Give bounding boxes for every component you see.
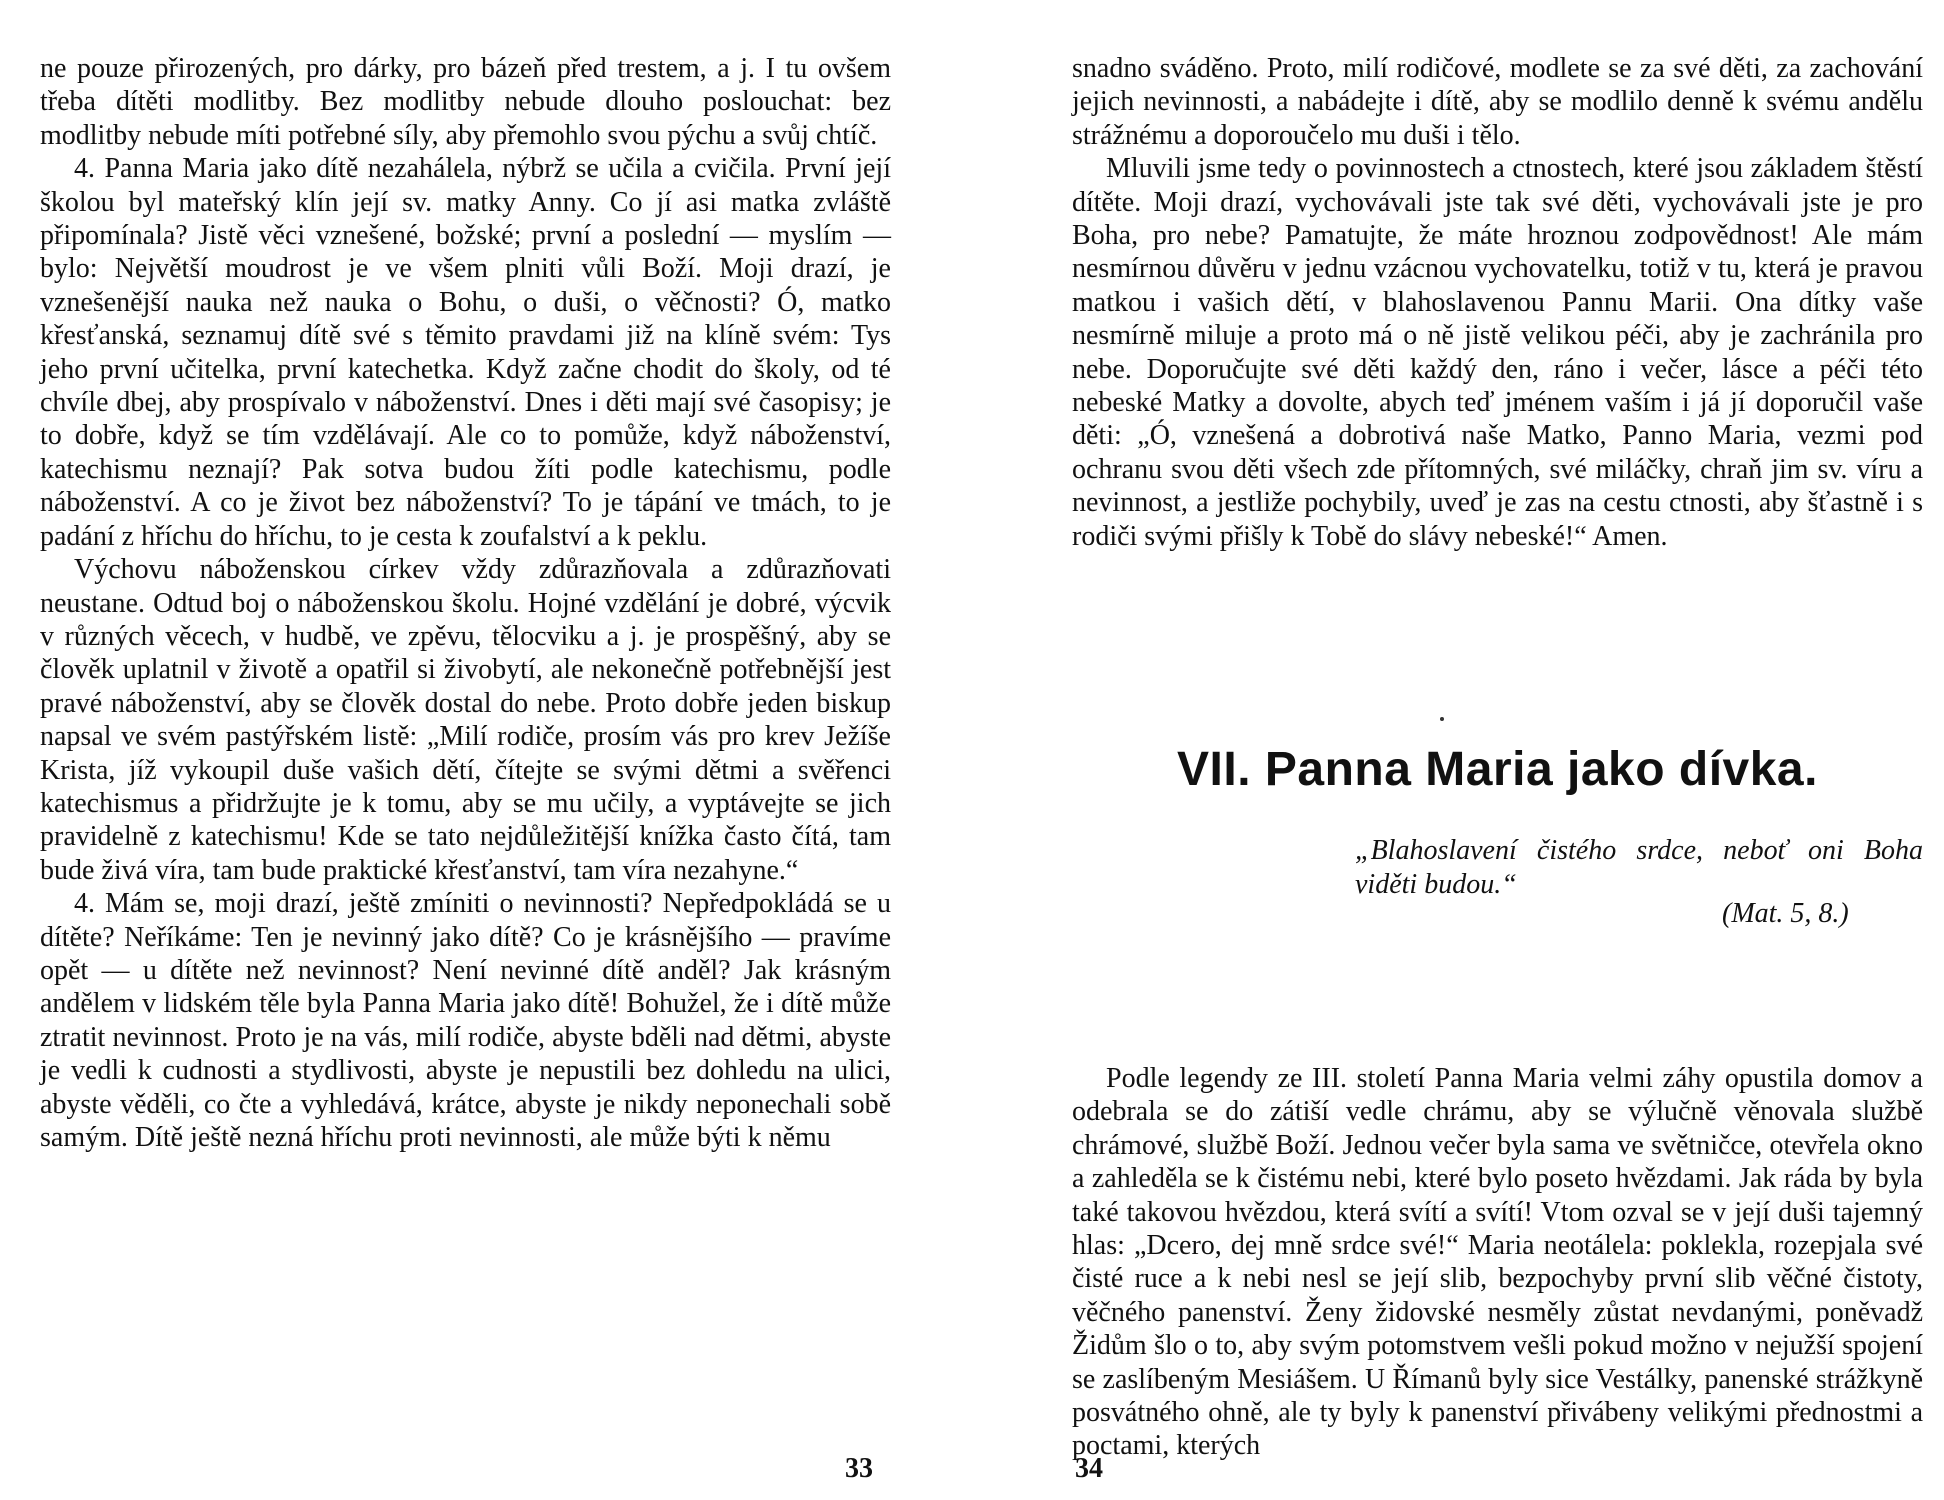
right-lower-text xyxy=(1072,1062,1923,1463)
chapter-motto: „Blahoslavení čistého srdce, neboť oni Boha viděti budou.“ xyxy=(1355,835,1923,900)
right-paragraph-3: Podle legendy ze III. století Panna Maria velmi záhy opustila domov a odebrala se do zátiší vedle chrámu, aby se výlučně věnovala službě chrámové, službě Boží. Jednou večer byla sama ve světničce, otevřela okno a zahleděla se k čistému nebi, které bylo poseto hvězdami. Jak ráda by byla také takovou hvězdou, která svítí a svítí! Vtom ozval se v její duši tajemný hlas: „Dcero, dej mně srdce své!“ Maria neotálela: poklekla, rozepjala své čisté ruce a k nebi nesl se její slib, bezpochyby první slib věčné čistoty, věčného panenství. Ženy židovské nesměly zůstat nevdanými, poněvadž Židům šlo o to, aby svým potomstvem vešli pokud možno v nejužší spojení se zaslíbeným Mesiášem. U Římanů byly sice Vestálky, panenské strážkyně posvátného ohně, ale ty byly k panenství přivábeny velikými přednostmi a poctami, kterých xyxy=(1072,1063,1923,1462)
left-page xyxy=(40,52,891,1154)
left-paragraph-4: 4. Mám se, moji drazí, ještě zmíniti o nevinnosti? Nepředpokládá se u dítěte? Neříkáme: Ten je nevinný jako dítě? Co je krásnějšího — pravíme opět — u dítěte než nevinnost? Není nevinné dítě anděl? Jak krásným andělem v lidském těle byla Panna Maria jako dítě! Bohužel, že i dítě může ztratit nevinnost. Proto je na vás, milí rodiče, abyste bděli nad dětmi, abyste je vedli k cudnosti a stydlivosti, abyste je nepustili bez dohledu na ulici, abyste věděli, co čte a vyhledává, krátce, abyste je nikdy neponechali sobě samým. Dítě ještě nezná hříchu proti nevinnosti, ale může býti k němu xyxy=(40,888,891,1153)
right-page-number: 34 xyxy=(1075,1453,1103,1484)
left-paragraph-2: 4. Panna Maria jako dítě nezahálela, nýbrž se učila a cvičila. První její školou byl mateřský klín její sv. matky Anny. Co jí asi matka zvláště připomínala? Jistě věci vznešené, božské; první a poslední — myslím — bylo: Největší moudrost je ve všem plniti vůli Boží. Moji drazí, je vznešenější nauka než nauka o Bohu, o duši, o věčnosti? Ó, matko křesťanská, seznamuj dítě své s těmito pravdami již na klíně svém: Tys jeho první učitelka, první katechetka. Když začne chodit do školy, od té chvíle dbej, aby prospívalo v náboženství. Dnes i děti mají své časopisy; je to dobře, když se tím vzdělávají. Ale co to pomůže, když náboženství, katechismu neznají? Pak sotva budou žíti podle katechismu, podle náboženství. A co je život bez náboženství? To je tápání ve tmách, to je padání z hříchu do hříchu, to je cesta k zoufalství a k peklu. xyxy=(40,153,891,552)
left-paragraph-1: ne pouze přirozených, pro dárky, pro bázeň před trestem, a j. I tu ovšem třeba dítěti modlitby. Bez modlitby nebude dlouho poslouchat: bez modlitby nebude míti potřebné síly, aby přemohlo svou pýchu a svůj chtíč. xyxy=(40,53,891,151)
right-paragraph-2: Mluvili jsme tedy o povinnostech a ctnostech, které jsou základem štěstí dítěte. Moji drazí, vychovávali jste tak své děti, vychovávali jste je pro Boha, pro nebe? Pamatujte, že máte hroznou zodpovědnost! Ale mám nesmírnou důvěru v jednu vzácnou vychovatelku, totiž v tu, která je pravou matkou i vašich dětí, v blahoslavenou Pannu Marii. Ona dítky vaše nesmírně miluje a proto má o ně jistě velikou péči, aby je zachránila pro nebe. Doporučujte své děti každý den, ráno i večer, lásce a péči této nebeské Matky a dovolte, abych teď jménem vaším i já jí doporučil vaše děti: „Ó, vznešená a dobrotivá naše Matko, Panno Maria, vezmi pod ochranu svou děti všech zde přítomných, své miláčky, chraň jim sv. víru a nevinnost, a jestliže pochybily, uveď je zas na cestu ctnosti, aby šťastně i s rodiči svými přišly k Tobě do slávy nebeské!“ Amen. xyxy=(1072,153,1923,552)
left-paragraph-3: Výchovu náboženskou církev vždy zdůrazňovala a zdůrazňovati neustane. Odtud boj o náboženskou školu. Hojné vzdělání je dobré, výcvik v různých věcech, v hudbě, ve zpěvu, tělocviku a j. je prospěšný, aby se člověk uplatnil v životě a opatřil si živobytí, ale nekonečně potřebnější jest pravé náboženství, aby se člověk dostal do nebe. Proto dobře jeden biskup napsal ve svém pastýřském listě: „Milí rodiče, prosím vás pro krev Ježíše Krista, jíž vykoupil duše vašich dětí, čítejte se svými dětmi a svěřenci katechismus a přidržujte je k tomu, aby se mu učily, a vyptávejte se jich pravidelně z katechismu! Kde se tato nejdůležitější knížka často čítá, tam bude živá víra, tam bude praktické křesťanství, tam víra nezahyne.“ xyxy=(40,554,891,886)
motto-reference: (Mat. 5, 8.) xyxy=(1722,898,1849,929)
separator-dot xyxy=(1440,717,1444,721)
right-paragraph-1: snadno sváděno. Proto, milí rodičové, modlete se za své děti, za zachování jejich nevinnosti, a nabádejte i dítě, aby se modlilo denně k svému andělu strážnému a doporoučelo mu duši i tělo. xyxy=(1072,53,1923,151)
left-page-number: 33 xyxy=(845,1453,873,1484)
right-page xyxy=(1072,52,1923,553)
chapter-heading: VII. Panna Maria jako dívka. xyxy=(1177,743,1818,796)
